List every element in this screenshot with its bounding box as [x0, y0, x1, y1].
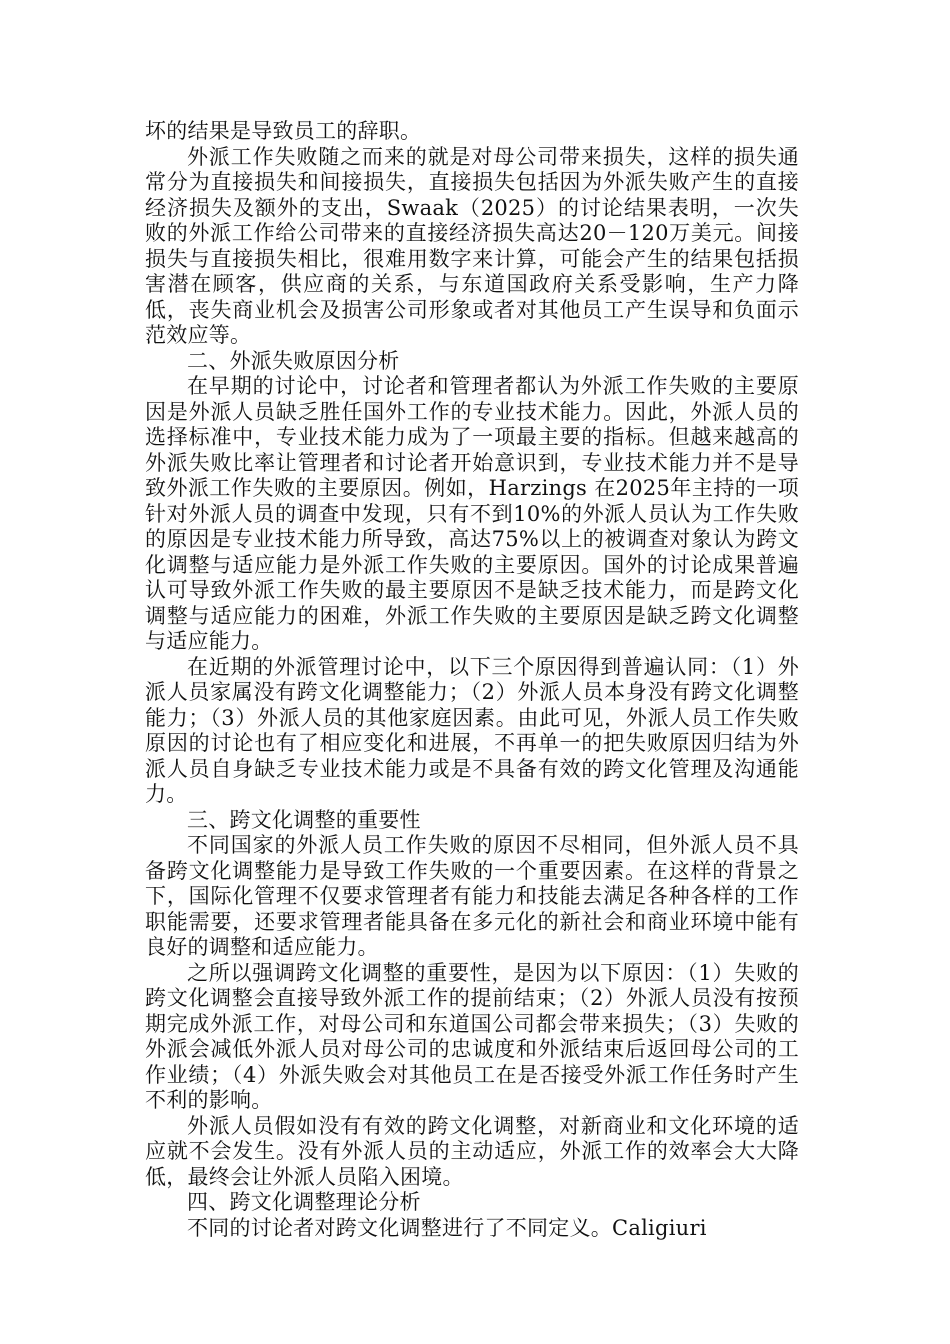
paragraph-continuation: 坏的结果是导致员工的辞职。 — [145, 119, 422, 143]
paragraph-adjustment-factor: 不同国家的外派人员工作失败的原因不尽相同，但外派人员不具备跨文化调整能力是导致工作失败的一个重要因素。在这样的背景之下，国际化管理不仅要求管理者有能力和技能去满足各种各样的工作职能需要，还要求管理者能具备在多元化的新社会和商业环境中能有良好的调整和适应能力。 — [145, 833, 799, 959]
section-heading-4: 四、跨文化调整理论分析 — [187, 1190, 421, 1214]
paragraph-definitions: 不同的讨论者对跨文化调整进行了不同定义。Caligiuri — [187, 1215, 707, 1240]
paragraph-early-research: 在早期的讨论中，讨论者和管理者都认为外派工作失败的主要原因是外派人员缺乏胜任国外工作的专业技术能力。因此，外派人员的选择标准中，专业技术能力成为了一项最主要的指标。但越来越高的外派失败比率让管理者和讨论者开始意识到，专业技术能力并不是导致外派工作失败的主要原因。例如，Harzings 在2025年主持的一项针对外派人员的调查中发现，只有不到10%的外派人员认为工作失败的原因是专业技术能力所导致，高达75%以上的被调查对象认为跨文化调整与适应能力是外派工作失败的主要原因。国外的讨论成果普遍认可导致外派工作失败的最主要原因不是缺乏技术能力，而是跨文化调整与适应能力的困难，外派工作失败的主要原因是缺乏跨文化调整与适应能力。 — [145, 374, 799, 653]
paragraph-adaptation: 外派人员假如没有有效的跨文化调整，对新商业和文化环境的适应就不会发生。没有外派人员的主动适应，外派工作的效率会大大降低，最终会让外派人员陷入困境。 — [145, 1113, 799, 1189]
paragraph-adjustment-reasons: 之所以强调跨文化调整的重要性，是因为以下原因：（1）失败的跨文化调整会直接导致外派工作的提前结束；（2）外派人员没有按预期完成外派工作，对母公司和东道国公司都会带来损失；（3）失败的外派会减低外派人员对母公司的忠诚度和外派结束后返回母公司的工作业绩；（4）外派失败会对其他员工在是否接受外派工作任务时产生不利的影响。 — [145, 960, 799, 1112]
paragraph-expat-failure-losses: 外派工作失败随之而来的就是对母公司带来损失，这样的损失通常分为直接损失和间接损失，直接损失包括因为外派失败产生的直接经济损失及额外的支出，Swaak（2025）的讨论结果表明，一次失败的外派工作给公司带来的直接经济损失高达20－120万美元。间接损失与直接损失相比，很难用数字来计算，可能会产生的结果包括损害潜在顾客，供应商的关系，与东道国政府关系受影响，生产力降低，丧失商业机会及损害公司形象或者对其他员工产生误导和负面示范效应等。 — [145, 144, 799, 347]
paragraph-recent-research: 在近期的外派管理讨论中，以下三个原因得到普遍认同：（1）外派人员家属没有跨文化调整能力；（2）外派人员本身没有跨文化调整能力；（3）外派人员的其他家庭因素。由此可见，外派人员工作失败原因的讨论也有了相应变化和进展，不再单一的把失败原因归结为外派人员自身缺乏专业技术能力或是不具备有效的跨文化管理及沟通能力。 — [145, 654, 799, 806]
document-page — [145, 119, 799, 1241]
section-heading-2: 二、外派失败原因分析 — [187, 348, 400, 373]
section-heading-3: 三、跨文化调整的重要性 — [187, 807, 421, 832]
